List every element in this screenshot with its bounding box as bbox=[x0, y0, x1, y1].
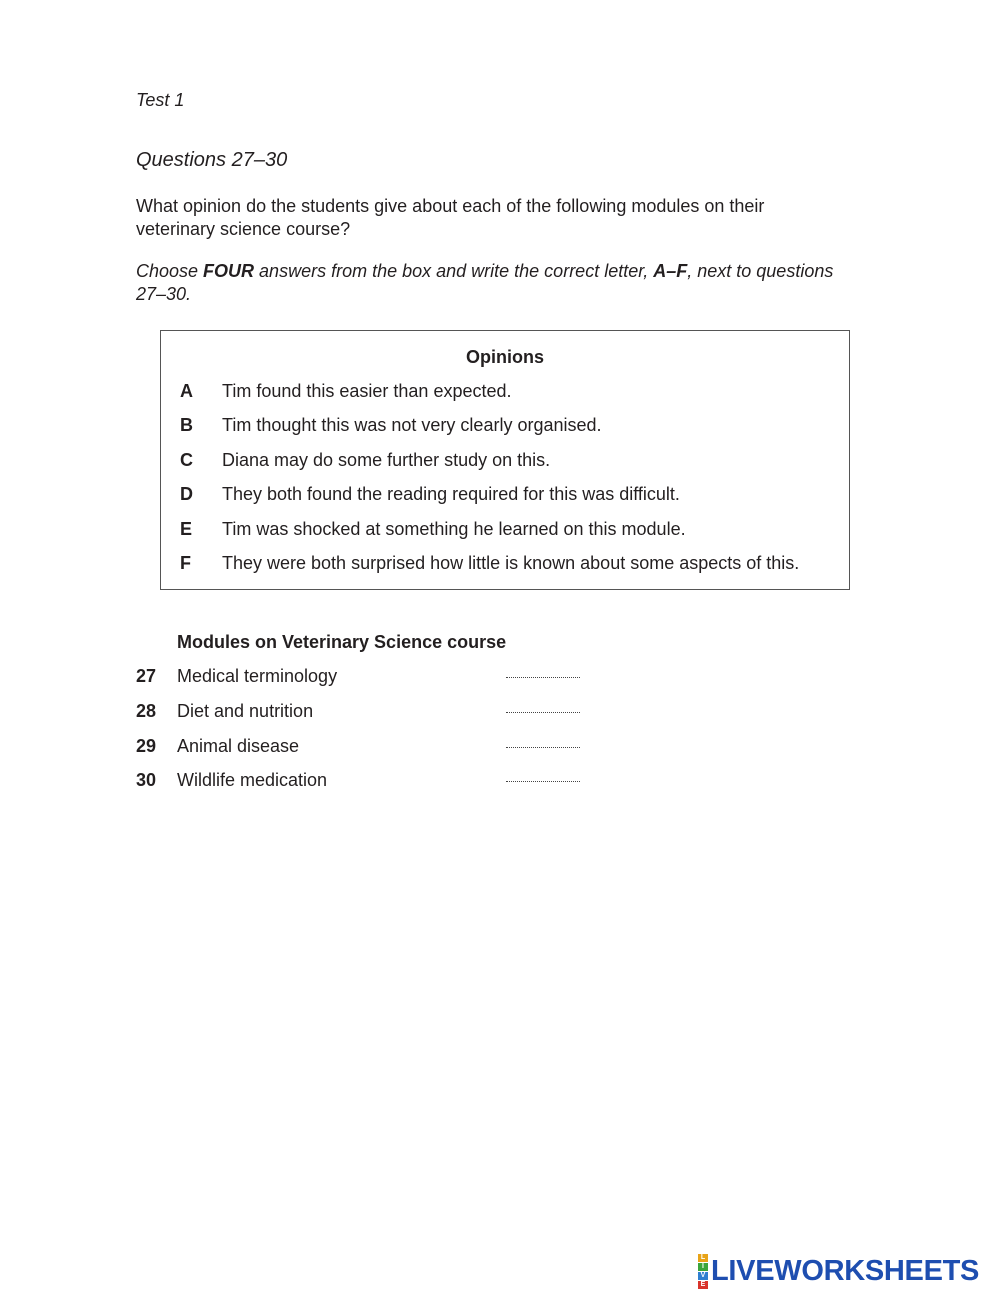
logo-text: LIVEWORKSHEETS bbox=[711, 1254, 980, 1287]
opinion-letter: E bbox=[180, 519, 193, 539]
question-intro: What opinion do the students give about each of the following modules on their veterinary science course? bbox=[136, 196, 765, 239]
answer-blank[interactable] bbox=[506, 677, 580, 678]
question-number: 29 bbox=[136, 736, 157, 756]
answer-blank[interactable] bbox=[506, 781, 580, 782]
opinion-letter: D bbox=[180, 484, 193, 504]
opinion-item bbox=[161, 484, 849, 508]
module-row bbox=[136, 666, 596, 690]
opinion-text: Diana may do some further study on this. bbox=[222, 450, 551, 470]
logo-tile: L bbox=[698, 1254, 708, 1262]
opinion-text: Tim thought this was not very clearly organised. bbox=[222, 415, 602, 435]
logo-tile: V bbox=[698, 1272, 708, 1280]
instruction-part: Choose bbox=[136, 261, 204, 281]
opinion-item bbox=[161, 415, 849, 439]
opinion-letter: A bbox=[180, 381, 193, 401]
instruction-text bbox=[136, 260, 836, 306]
module-row bbox=[136, 770, 596, 794]
module-name: Wildlife medication bbox=[177, 770, 328, 790]
opinions-title: Opinions bbox=[466, 347, 544, 367]
opinion-letter: C bbox=[180, 450, 193, 470]
module-row bbox=[136, 736, 596, 760]
opinion-item bbox=[161, 519, 849, 543]
logo-icon bbox=[698, 1254, 708, 1289]
question-number: 27 bbox=[136, 666, 157, 686]
logo-tile: I bbox=[698, 1263, 708, 1271]
test-label: Test 1 bbox=[136, 90, 185, 110]
opinion-text: Tim was shocked at something he learned on this module. bbox=[222, 519, 686, 539]
opinion-letter: B bbox=[180, 415, 193, 435]
opinion-item bbox=[161, 450, 849, 474]
instruction-part: answers from the box and write the correct letter, bbox=[254, 261, 654, 281]
modules-heading: Modules on Veterinary Science course bbox=[177, 632, 507, 652]
module-name: Diet and nutrition bbox=[177, 701, 314, 721]
module-row bbox=[136, 701, 596, 725]
question-number: 28 bbox=[136, 701, 157, 721]
opinion-letter: F bbox=[180, 553, 191, 573]
instruction-emphasis: FOUR bbox=[203, 261, 255, 281]
question-number: 30 bbox=[136, 770, 157, 790]
liveworksheets-logo bbox=[698, 1255, 979, 1287]
opinion-text: Tim found this easier than expected. bbox=[222, 381, 512, 401]
opinion-item bbox=[161, 553, 849, 577]
opinion-text: They were both surprised how little is known about some aspects of this. bbox=[222, 553, 800, 573]
instruction-emphasis: A–F bbox=[653, 261, 688, 281]
section-title: Questions 27–30 bbox=[136, 149, 288, 171]
module-name: Medical terminology bbox=[177, 666, 338, 686]
instruction-part: , next to questions 27–30. bbox=[136, 261, 834, 304]
module-name: Animal disease bbox=[177, 736, 300, 756]
opinion-text: They both found the reading required for this was difficult. bbox=[222, 484, 680, 504]
opinion-item bbox=[161, 381, 849, 405]
opinions-box bbox=[160, 330, 850, 590]
answer-blank[interactable] bbox=[506, 747, 580, 748]
logo-tile: E bbox=[698, 1281, 708, 1289]
answer-blank[interactable] bbox=[506, 712, 580, 713]
